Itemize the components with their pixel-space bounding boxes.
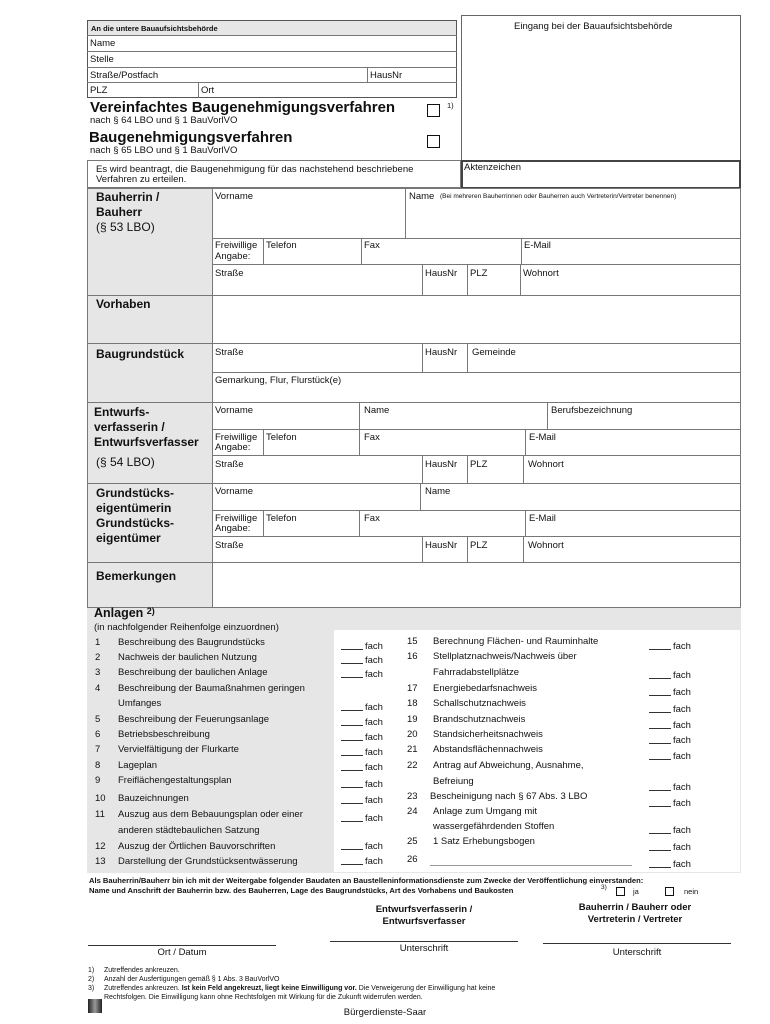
- footnote1-text: Zutreffendes ankreuzen.: [104, 967, 180, 974]
- entwurf-freiwillige2: Angabe:: [215, 442, 251, 453]
- eigentuemer-label4: eigentümer: [96, 531, 161, 545]
- bemerkungen-field[interactable]: [213, 563, 740, 607]
- consent-nein-checkbox[interactable]: [665, 887, 674, 896]
- simplified-title: Vereinfachtes Baugenehmigungsverfahren: [90, 99, 396, 116]
- sig-bauherr-title1: Bauherrin / Bauherr oder: [578, 902, 692, 913]
- anlage-count-field[interactable]: [341, 654, 363, 664]
- sig-entwurf-title1: Entwurfsverfasserin /: [375, 904, 473, 915]
- anlage-count-field[interactable]: [341, 778, 363, 788]
- footnote3-num: 3): [88, 985, 95, 992]
- ort-field[interactable]: Ort: [201, 85, 215, 96]
- anlage-fach-label: fach: [673, 687, 691, 698]
- simplified-checkbox[interactable]: [427, 104, 440, 117]
- anlage-fach-label: fach: [365, 717, 383, 728]
- anlagen-title-sup: 2): [146, 606, 155, 616]
- baugrundstueck-strasse[interactable]: Straße: [215, 347, 244, 358]
- entwurf-fax[interactable]: Fax: [364, 432, 380, 443]
- anlage-num: 2: [95, 652, 101, 663]
- eigentuemer-label2: eigentümerin: [96, 501, 172, 515]
- ort-datum-label: Ort / Datum: [157, 947, 207, 958]
- name-field[interactable]: Name: [90, 38, 116, 49]
- anlage-fach-label: fach: [365, 856, 383, 867]
- anlage-count-field[interactable]: [341, 731, 363, 741]
- anlage-text: anderen städtebaulichen Satzung: [118, 825, 260, 836]
- consent-line1: Als Bauherrin/Bauherr bin ich mit der Weitergabe folgender Baudaten an Baustelleninformationsdienste zum Zwecke der Veröffentlichung einverstanden:: [89, 876, 644, 885]
- anlage-count-field[interactable]: [649, 750, 671, 760]
- entwurf-label4: (§ 54 LBO): [96, 455, 155, 469]
- eigentuemer-email[interactable]: E-Mail: [529, 513, 556, 524]
- anlage-num: 10: [95, 793, 106, 804]
- anlage-fach-label: fach: [365, 779, 383, 790]
- anlage-text: Auszug der Örtlichen Bauvorschriften: [118, 841, 276, 852]
- bauherr-strasse[interactable]: Straße: [215, 268, 244, 279]
- anlage-26-input[interactable]: [430, 852, 632, 866]
- footnote1-marker: 1): [447, 101, 454, 110]
- anlage-fach-label: fach: [365, 795, 383, 806]
- ort-datum-line[interactable]: [88, 928, 276, 946]
- entwurf-vorname[interactable]: Vorname: [215, 405, 254, 416]
- bauherr-email[interactable]: E-Mail: [524, 240, 551, 251]
- anlage-text: Schallschutznachweis: [433, 698, 526, 709]
- anlage-text: Beschreibung der Feuerungsanlage: [118, 714, 270, 725]
- anlage-fach-label: fach: [365, 702, 383, 713]
- anlage-fach-label: fach: [673, 859, 691, 870]
- bauherr-freiwillige1: Freiwillige: [215, 240, 258, 251]
- anlage-num: 11: [95, 809, 105, 820]
- anlage-num: 22: [407, 760, 418, 771]
- anlage-text: Betriebsbeschreibung: [118, 729, 210, 740]
- anlage-num: 1: [95, 637, 101, 648]
- baugrundstueck-label: Baugrundstück: [96, 347, 185, 361]
- anlage-text: Fahrradabstellplätze: [433, 667, 520, 678]
- anlage-count-field[interactable]: [341, 746, 363, 756]
- bauherr-vorname[interactable]: Vorname: [215, 191, 254, 202]
- footnote3-c: Die Verweigerung der Einwilligung hat keine: [358, 985, 496, 992]
- anlage-fach-label: fach: [673, 782, 691, 793]
- request-line1: Es wird beantragt, die Baugenehmigung für das nachstehend beschriebene: [96, 164, 414, 175]
- anlage-num: 15: [407, 636, 418, 647]
- anlage-fach-label: fach: [673, 670, 691, 681]
- regular-title: Baugenehmigungsverfahren: [89, 129, 293, 146]
- anlage-count-field[interactable]: [341, 794, 363, 804]
- bauherr-name-note: (Bei mehreren Bauherrinnen oder Bauherren auch Vertreterin/Vertreter benennen): [440, 193, 677, 200]
- footnote3-b: Ist kein Feld angekreuzt, liegt keine Einwilligung vor.: [181, 985, 357, 992]
- anlage-count-field[interactable]: [649, 734, 671, 744]
- vorhaben-label: Vorhaben: [96, 297, 151, 311]
- eigentuemer-freiwillige1: Freiwillige: [215, 513, 258, 524]
- anlage-text: Beschreibung des Baugrundstücks: [118, 637, 265, 648]
- anlage-count-field[interactable]: [341, 716, 363, 726]
- consent-nein-label: nein: [684, 887, 699, 896]
- bauherr-label3: (§ 53 LBO): [96, 220, 155, 234]
- sig-entwurf-title2: Entwurfsverfasser: [382, 916, 466, 927]
- anlage-fach-label: fach: [365, 841, 383, 852]
- anlage-fach-label: fach: [673, 735, 691, 746]
- anlage-text: Stellplatznachweis/Nachweis über: [433, 651, 577, 662]
- entwurf-label2: verfasserin /: [94, 420, 165, 434]
- anlage-num: 20: [407, 729, 418, 740]
- eigentuemer-fax[interactable]: Fax: [364, 513, 380, 524]
- anlage-fach-label: fach: [365, 669, 383, 680]
- request-line2: Verfahren zu erteilen.: [96, 174, 187, 185]
- vorhaben-field[interactable]: [213, 296, 740, 342]
- bauherr-label2: Bauherr: [96, 205, 143, 219]
- bauherr-fax[interactable]: Fax: [364, 240, 380, 251]
- anlage-text: Energiebedarfsnachweis: [433, 683, 538, 694]
- anlage-num: 17: [407, 683, 418, 694]
- anlage-count-field[interactable]: [341, 840, 363, 850]
- anlage-num: 7: [95, 744, 101, 755]
- anlage-num: 9: [95, 775, 101, 786]
- anlage-text: Anlage zum Umgang mit: [433, 806, 538, 817]
- anlage-fach-label: fach: [673, 842, 691, 853]
- eigentuemer-plz[interactable]: PLZ: [470, 540, 488, 551]
- anlage-count-field[interactable]: [341, 701, 363, 711]
- anlage-num: 6: [95, 729, 101, 740]
- regular-checkbox[interactable]: [427, 135, 440, 148]
- anlage-text: Bauzeichnungen: [118, 793, 189, 804]
- anlage-fach-label: fach: [673, 798, 691, 809]
- entwurf-hausnr[interactable]: HausNr: [425, 459, 458, 470]
- anlage-num: 4: [95, 683, 101, 694]
- bauherr-name[interactable]: Name: [409, 191, 435, 202]
- recipient-label: An die untere Bauaufsichtsbehörde: [91, 24, 218, 33]
- footnote2-num: 2): [88, 976, 95, 983]
- anlage-text: Freiflächengestaltungsplan: [118, 775, 232, 786]
- anlage-fach-label: fach: [365, 641, 383, 652]
- baugrundstueck-gemeinde[interactable]: Gemeinde: [472, 347, 516, 358]
- regular-sub: nach § 65 LBO und § 1 BauVorlVO: [90, 145, 238, 156]
- anlage-count-field[interactable]: [341, 855, 363, 865]
- anlage-num: 12: [95, 841, 106, 852]
- eigentuemer-vorname[interactable]: Vorname: [215, 486, 254, 497]
- aktenzeichen-label: Aktenzeichen: [464, 162, 522, 173]
- anlage-count-field[interactable]: [649, 858, 671, 868]
- footnote3-a: Zutreffendes ankreuzen.: [104, 985, 180, 992]
- anlage-count-field[interactable]: [649, 781, 671, 791]
- anlage-text: Darstellung der Grundstücksentwässerung: [118, 856, 298, 867]
- stelle-field[interactable]: Stelle: [90, 54, 114, 65]
- anlage-num: 5: [95, 714, 101, 725]
- sig-entwurf-unterschrift: Unterschrift: [399, 943, 449, 954]
- bauherr-telefon[interactable]: Telefon: [266, 240, 297, 251]
- footnote2-text: Anzahl der Ausfertigungen gemäß § 1 Abs. 3 BauVorlVO: [104, 976, 280, 983]
- anlage-text: wassergefährdenden Stoffen: [433, 821, 555, 832]
- footer-logo: [88, 999, 102, 1013]
- anlage-fach-label: fach: [673, 641, 691, 652]
- anlage-text: Auszug aus dem Bebauungsplan oder einer: [118, 809, 303, 820]
- anlage-fach-label: fach: [365, 813, 383, 824]
- sig-bauherr-line[interactable]: [543, 926, 731, 944]
- sig-entwurf-line[interactable]: [330, 924, 518, 942]
- anlage-text: Abstandsflächennachweis: [433, 744, 543, 755]
- anlage-text: Standsicherheitsnachweis: [433, 729, 543, 740]
- footnote3-d: Rechtsfolgen. Die Einwilligung kann ohne Rechtsfolgen mit Wirkung für die Zukunft widerrufen werden.: [104, 994, 423, 1001]
- simplified-sub: nach § 64 LBO und § 1 BauVorlVO: [90, 115, 238, 126]
- consent-ja-checkbox[interactable]: [616, 887, 625, 896]
- eigentuemer-telefon[interactable]: Telefon: [266, 513, 297, 524]
- anlagen-title-text: Anlagen: [94, 606, 144, 620]
- sig-bauherr-unterschrift: Unterschrift: [612, 947, 662, 958]
- consent-line2: Name und Anschrift der Bauherrin bzw. des Bauherren, Lage des Baugrundstücks, Art des Vorhabens und Baukosten: [89, 886, 514, 895]
- footnote3-line: [104, 984, 495, 993]
- anlage-text: Beschreibung der baulichen Anlage: [118, 667, 268, 678]
- anlage-text: Lageplan: [118, 760, 158, 771]
- entwurf-beruf[interactable]: Berufsbezeichnung: [551, 405, 633, 416]
- entwurf-label1: Entwurfs-: [94, 405, 150, 419]
- anlage-count-field[interactable]: [649, 824, 671, 834]
- anlage-num: 3: [95, 667, 101, 678]
- entwurf-telefon[interactable]: Telefon: [266, 432, 297, 443]
- bemerkungen-label: Bemerkungen: [96, 569, 177, 583]
- plz-field[interactable]: PLZ: [90, 85, 108, 96]
- eigentuemer-name[interactable]: Name: [425, 486, 451, 497]
- anlage-fach-label: fach: [673, 704, 691, 715]
- eigentuemer-hausnr[interactable]: HausNr: [425, 540, 458, 551]
- eigentuemer-strasse[interactable]: Straße: [215, 540, 244, 551]
- anlage-num: 13: [95, 856, 106, 867]
- entwurf-email[interactable]: E-Mail: [529, 432, 556, 443]
- anlage-num: 21: [407, 744, 418, 755]
- anlage-text: Berechnung Flächen- und Rauminhalte: [433, 636, 599, 647]
- anlage-num: 26: [407, 854, 418, 865]
- footnote1-num: 1): [88, 967, 95, 974]
- anlage-fach-label: fach: [365, 655, 383, 666]
- anlage-text: Vervielfältigung der Flurkarte: [118, 744, 239, 755]
- anlage-num: 24: [407, 806, 418, 817]
- anlage-count-field[interactable]: [649, 841, 671, 851]
- bauherr-hausnr[interactable]: HausNr: [425, 268, 458, 279]
- eingang-label: Eingang bei der Bauaufsichtsbehörde: [514, 21, 673, 32]
- entwurf-plz[interactable]: PLZ: [470, 459, 488, 470]
- bauherr-wohnort[interactable]: Wohnort: [523, 268, 559, 279]
- anlage-text: Brandschutznachweis: [433, 714, 526, 725]
- anlage-count-field[interactable]: [341, 668, 363, 678]
- eigentuemer-label1: Grundstücks-: [96, 486, 175, 500]
- anlage-text: 1 Satz Erhebungsbogen: [433, 836, 535, 847]
- bauherr-plz[interactable]: PLZ: [470, 268, 488, 279]
- anlage-fach-label: fach: [365, 747, 383, 758]
- anlage-text: Umfanges: [118, 698, 162, 709]
- consent-ja-label: ja: [633, 887, 639, 896]
- anlage-num: 18: [407, 698, 418, 709]
- entwurf-strasse[interactable]: Straße: [215, 459, 244, 470]
- hausnr-field[interactable]: HausNr: [370, 70, 403, 81]
- baugrundstueck-hausnr[interactable]: HausNr: [425, 347, 458, 358]
- eigentuemer-label3: Grundstücks-: [96, 516, 175, 530]
- bauherr-label1: Bauherrin /: [96, 190, 160, 204]
- anlage-count-field[interactable]: [649, 797, 671, 807]
- anlage-text: Bescheinigung nach § 67 Abs. 3 LBO: [430, 791, 588, 802]
- anlage-count-field[interactable]: [341, 761, 363, 771]
- anlage-num: 19: [407, 714, 418, 725]
- anlage-count-field[interactable]: [649, 640, 671, 650]
- anlage-text: Antrag auf Abweichung, Ausnahme,: [433, 760, 584, 771]
- entwurf-freiwillige1: Freiwillige: [215, 432, 258, 443]
- footer-text: Bürgerdienste-Saar: [343, 1007, 427, 1018]
- sig-bauherr-title2: Vertreterin / Vertreter: [587, 914, 683, 925]
- anlage-count-field[interactable]: [649, 719, 671, 729]
- consent-sup: 3): [601, 884, 607, 891]
- anlage-num: 8: [95, 760, 101, 771]
- anlage-count-field[interactable]: [341, 812, 363, 822]
- anlagen-subtitle: (in nachfolgender Reihenfolge einzuordnen): [94, 622, 279, 633]
- anlage-num: 25: [407, 836, 418, 847]
- anlage-text: Beschreibung der Baumaßnahmen geringen: [118, 683, 305, 694]
- anlage-fach-label: fach: [365, 732, 383, 743]
- anlage-fach-label: fach: [365, 762, 383, 773]
- bauherr-freiwillige2: Angabe:: [215, 251, 251, 262]
- entwurf-wohnort[interactable]: Wohnort: [528, 459, 564, 470]
- anlage-num: 16: [407, 651, 418, 662]
- anlage-count-field[interactable]: [341, 640, 363, 650]
- anlagen-title: [94, 606, 155, 620]
- anlage-count-field[interactable]: [649, 703, 671, 713]
- anlage-fach-label: fach: [673, 825, 691, 836]
- anlage-text: Befreiung: [433, 776, 474, 787]
- anlage-fach-label: fach: [673, 720, 691, 731]
- anlage-num: 23: [407, 791, 418, 802]
- eigentuemer-freiwillige2: Angabe:: [215, 523, 251, 534]
- entwurf-label3: Entwurfsverfasser: [94, 435, 199, 449]
- anlage-count-field[interactable]: [649, 686, 671, 696]
- strasse-postfach-field[interactable]: Straße/Postfach: [90, 70, 159, 81]
- anlage-count-field[interactable]: [649, 669, 671, 679]
- anlage-text: Nachweis der baulichen Nutzung: [118, 652, 257, 663]
- baugrundstueck-gemarkung[interactable]: Gemarkung, Flur, Flurstück(e): [215, 375, 342, 386]
- entwurf-name[interactable]: Name: [364, 405, 390, 416]
- anlage-fach-label: fach: [673, 751, 691, 762]
- eigentuemer-wohnort[interactable]: Wohnort: [528, 540, 564, 551]
